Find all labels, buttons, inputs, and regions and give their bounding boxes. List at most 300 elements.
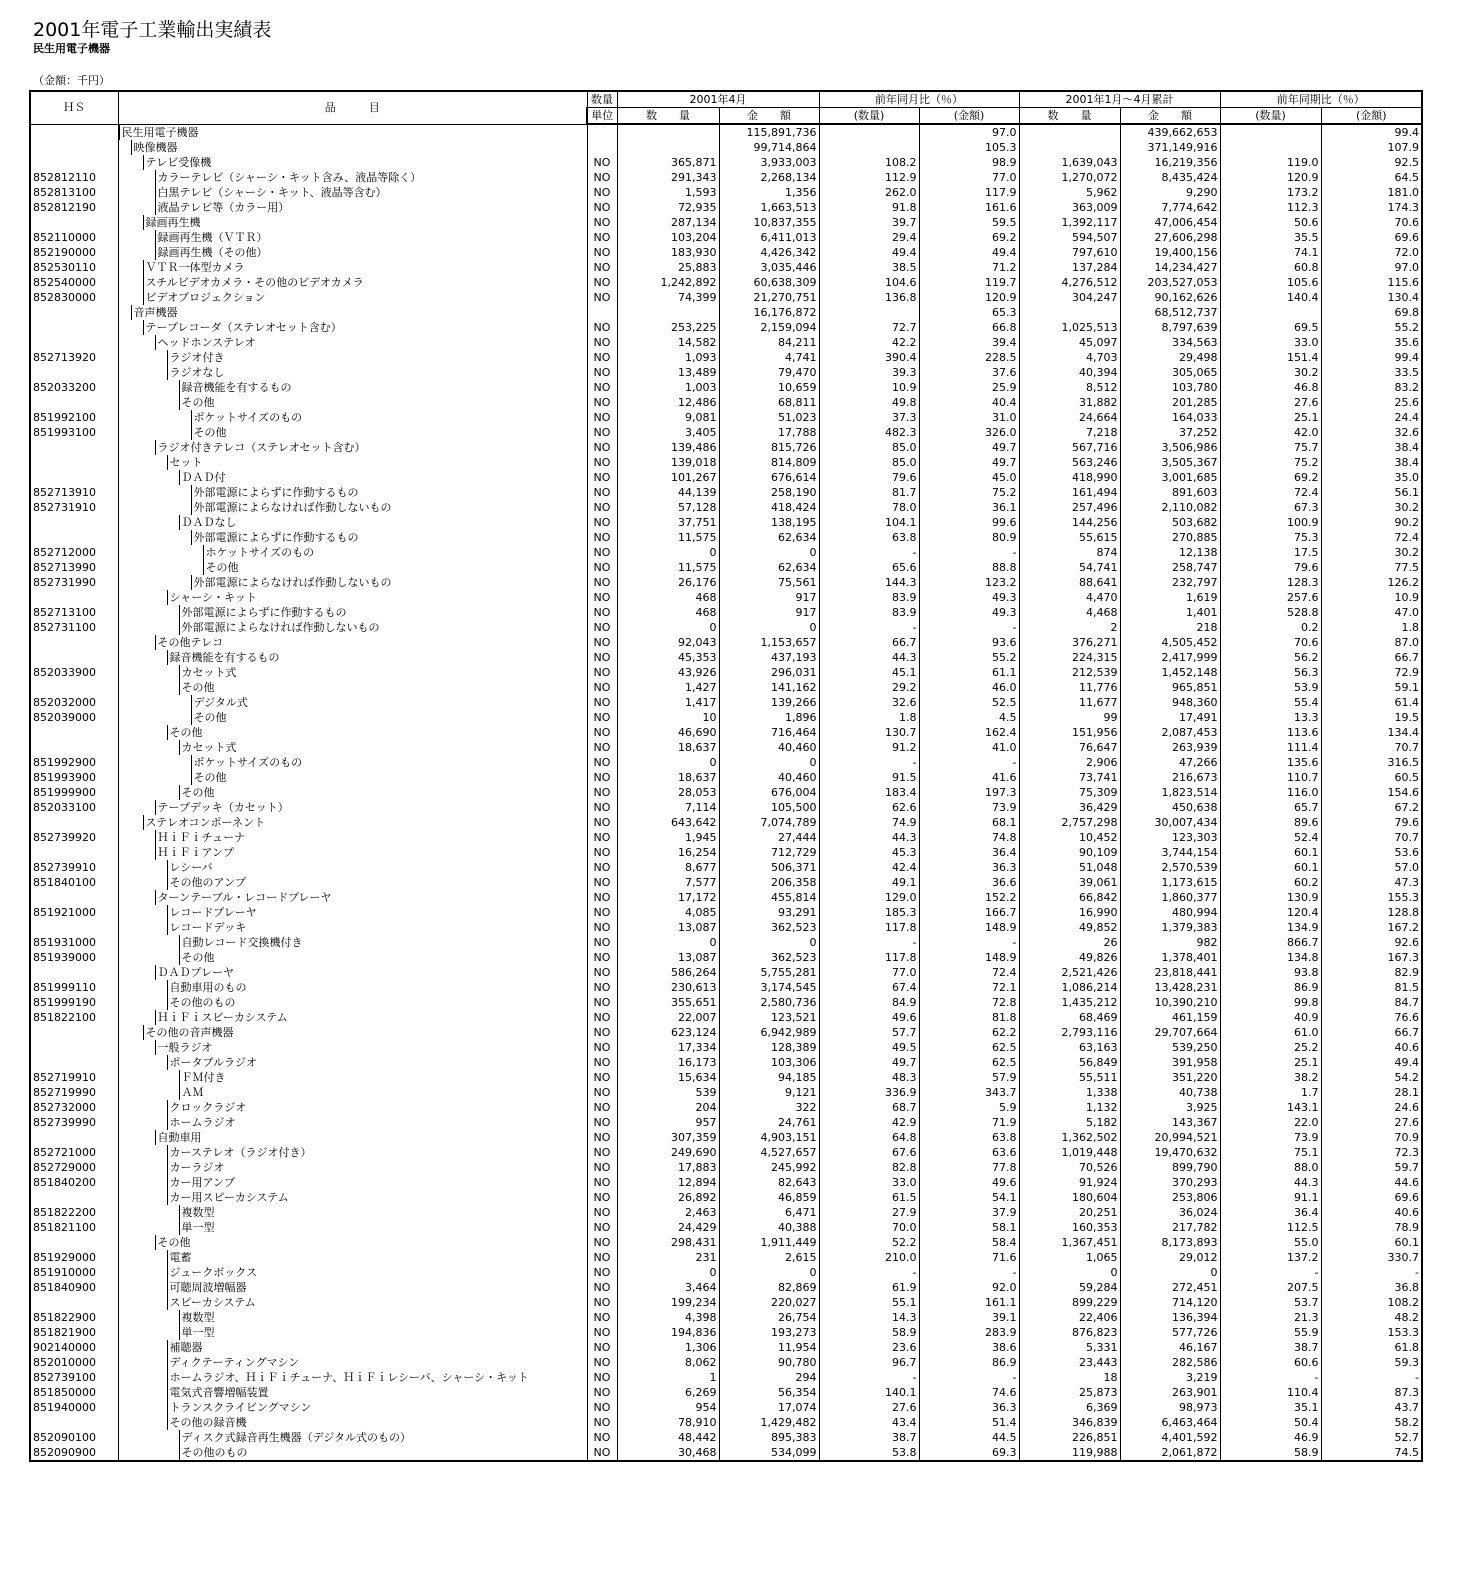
month-amt-cell: 62,634 (719, 560, 819, 575)
item-name-cell (118, 725, 587, 740)
table-row (30, 1055, 1422, 1070)
cum-amt-cell: 282,586 (1120, 1355, 1220, 1370)
header-unit-label: 単位 (587, 108, 617, 125)
cum-qty-cell: 2,793,116 (1019, 1025, 1120, 1040)
unit-cell: NO (587, 965, 617, 980)
item-name-cell (118, 1355, 587, 1370)
cum-amt-cell: 19,400,156 (1120, 245, 1220, 260)
cum-qty-cell: 23,443 (1019, 1355, 1120, 1370)
item-name-cell (118, 695, 587, 710)
item-name: 液晶テレビ等（カラー用） (155, 200, 587, 215)
yoy-cum-amt-cell: 66.7 (1321, 650, 1422, 665)
yoy-cum-qty-cell: 75.1 (1220, 1145, 1321, 1160)
cum-amt-cell: 29,707,664 (1120, 1025, 1220, 1040)
month-qty-cell: 37,751 (617, 515, 719, 530)
yoy-qty-cell: 117.8 (819, 950, 919, 965)
cum-qty-cell: 119,988 (1019, 1445, 1120, 1461)
month-qty-cell: 78,910 (617, 1415, 719, 1430)
cum-amt-cell: 1,401 (1120, 605, 1220, 620)
item-name-cell (118, 1070, 587, 1085)
unit-cell: NO (587, 320, 617, 335)
unit-cell: NO (587, 980, 617, 995)
yoy-qty-cell: 74.9 (819, 815, 919, 830)
unit-cell: NO (587, 830, 617, 845)
item-name-cell (118, 1145, 587, 1160)
yoy-cum-qty-cell: 1.7 (1220, 1085, 1321, 1100)
yoy-cum-qty-cell: 60.1 (1220, 860, 1321, 875)
hs-cell (30, 1190, 118, 1205)
item-name: その他 (179, 785, 587, 800)
unit-cell: NO (587, 1160, 617, 1175)
table-row (30, 350, 1422, 365)
item-name-cell (118, 1250, 587, 1265)
item-name-cell (118, 545, 587, 560)
hs-cell: 852712000 (30, 545, 118, 560)
yoy-amt-cell: 152.2 (919, 890, 1019, 905)
item-name: テープデッキ（カセット） (155, 800, 587, 815)
item-name: 録音機能を有するもの (179, 380, 587, 395)
yoy-amt-cell: 166.7 (919, 905, 1019, 920)
yoy-cum-qty-cell: 46.9 (1220, 1430, 1321, 1445)
unit-cell: NO (587, 785, 617, 800)
month-amt-cell: 1,356 (719, 185, 819, 200)
unit-cell: NO (587, 215, 617, 230)
yoy-cum-qty-cell: 56.2 (1220, 650, 1321, 665)
item-name: セット (167, 455, 587, 470)
table-row (30, 1145, 1422, 1160)
cum-qty-cell: 55,511 (1019, 1070, 1120, 1085)
yoy-amt-cell: 41.6 (919, 770, 1019, 785)
item-name: ホームラジオ、ＨｉＦｉチューナ、ＨｉＦｉレシーバ、シャーシ・キット (167, 1370, 587, 1385)
unit-cell: NO (587, 740, 617, 755)
month-qty-cell (617, 124, 719, 140)
month-qty-cell: 0 (617, 755, 719, 770)
yoy-cum-qty-cell: 44.3 (1220, 1175, 1321, 1190)
yoy-amt-cell: 97.0 (919, 124, 1019, 140)
cum-qty-cell: 22,406 (1019, 1310, 1120, 1325)
item-name-cell (118, 365, 587, 380)
cum-amt-cell: 480,994 (1120, 905, 1220, 920)
month-qty-cell: 1,003 (617, 380, 719, 395)
yoy-qty-cell: 82.8 (819, 1160, 919, 1175)
yoy-amt-cell: 71.2 (919, 260, 1019, 275)
yoy-amt-cell: 161.6 (919, 200, 1019, 215)
cum-qty-cell: 1,025,513 (1019, 320, 1120, 335)
yoy-cum-qty-cell: 0.2 (1220, 620, 1321, 635)
yoy-qty-cell: 72.7 (819, 320, 919, 335)
item-name-cell (118, 665, 587, 680)
yoy-qty-cell: 83.9 (819, 590, 919, 605)
cum-amt-cell: 3,219 (1120, 1370, 1220, 1385)
cum-qty-cell: 18 (1019, 1370, 1120, 1385)
unit-cell: NO (587, 1100, 617, 1115)
month-qty-cell: 92,043 (617, 635, 719, 650)
yoy-cum-qty-cell: - (1220, 1370, 1321, 1385)
cum-qty-cell: 1,367,451 (1019, 1235, 1120, 1250)
yoy-cum-amt-cell: 61.4 (1321, 695, 1422, 710)
item-name: 録音機能を有するもの (167, 650, 587, 665)
month-amt-cell: 3,174,545 (719, 980, 819, 995)
item-name-cell (118, 124, 587, 140)
yoy-qty-cell: 130.7 (819, 725, 919, 740)
hs-cell (30, 1415, 118, 1430)
hs-cell: 852721000 (30, 1145, 118, 1160)
table-row (30, 1310, 1422, 1325)
hs-cell: 851821900 (30, 1325, 118, 1340)
cum-qty-cell: 363,009 (1019, 200, 1120, 215)
yoy-cum-amt-cell: 70.7 (1321, 830, 1422, 845)
item-name-cell (118, 260, 587, 275)
yoy-cum-amt-cell: 27.6 (1321, 1115, 1422, 1130)
unit-cell: NO (587, 1385, 617, 1400)
yoy-qty-cell: 61.5 (819, 1190, 919, 1205)
unit-cell: NO (587, 845, 617, 860)
header-qty-label: 数量 (587, 91, 617, 108)
yoy-cum-amt-cell: 59.3 (1321, 1355, 1422, 1370)
hs-cell: 852033100 (30, 800, 118, 815)
cum-amt-cell: 47,266 (1120, 755, 1220, 770)
item-name-cell (118, 770, 587, 785)
cum-amt-cell: 10,390,210 (1120, 995, 1220, 1010)
yoy-qty-cell: 27.6 (819, 1400, 919, 1415)
item-name-cell (118, 1340, 587, 1355)
month-qty-cell: 74,399 (617, 290, 719, 305)
yoy-qty-cell: - (819, 1265, 919, 1280)
item-name: その他 (155, 1235, 587, 1250)
yoy-cum-amt-cell: 99.4 (1321, 350, 1422, 365)
hs-cell: 851992100 (30, 410, 118, 425)
yoy-amt-cell: 62.2 (919, 1025, 1019, 1040)
yoy-amt-cell: 38.6 (919, 1340, 1019, 1355)
header-month-qty: 数 量 (617, 108, 719, 125)
yoy-qty-cell: 48.3 (819, 1070, 919, 1085)
unit-cell: NO (587, 410, 617, 425)
yoy-qty-cell: 61.9 (819, 1280, 919, 1295)
cum-amt-cell: 8,797,639 (1120, 320, 1220, 335)
yoy-amt-cell: - (919, 1370, 1019, 1385)
table-row (30, 575, 1422, 590)
month-amt-cell: 93,291 (719, 905, 819, 920)
yoy-cum-amt-cell: 74.5 (1321, 1445, 1422, 1461)
unit-cell: NO (587, 635, 617, 650)
yoy-qty-cell: 91.8 (819, 200, 919, 215)
cum-amt-cell: 714,120 (1120, 1295, 1220, 1310)
item-name-cell (118, 1100, 587, 1115)
item-name: その他のもの (167, 995, 587, 1010)
month-amt-cell: 1,896 (719, 710, 819, 725)
table-row (30, 785, 1422, 800)
hs-cell: 852032000 (30, 695, 118, 710)
yoy-cum-qty-cell: 40.9 (1220, 1010, 1321, 1025)
month-amt-cell: 10,837,355 (719, 215, 819, 230)
yoy-cum-qty-cell: 25.2 (1220, 1040, 1321, 1055)
yoy-amt-cell: 49.7 (919, 440, 1019, 455)
yoy-cum-qty-cell: 93.8 (1220, 965, 1321, 980)
cum-amt-cell: 3,506,986 (1120, 440, 1220, 455)
month-qty-cell: 72,935 (617, 200, 719, 215)
item-name-cell (118, 995, 587, 1010)
cum-amt-cell: 948,360 (1120, 695, 1220, 710)
item-name-cell (118, 620, 587, 635)
item-name-cell (118, 395, 587, 410)
hs-cell: 851999190 (30, 995, 118, 1010)
cum-amt-cell: 965,851 (1120, 680, 1220, 695)
month-qty-cell: 17,334 (617, 1040, 719, 1055)
yoy-qty-cell: 49.4 (819, 245, 919, 260)
cum-amt-cell: 30,007,434 (1120, 815, 1220, 830)
month-amt-cell: 2,268,134 (719, 170, 819, 185)
yoy-qty-cell: 10.9 (819, 380, 919, 395)
table-row (30, 890, 1422, 905)
yoy-cum-amt-cell: 126.2 (1321, 575, 1422, 590)
yoy-cum-qty-cell: 25.1 (1220, 410, 1321, 425)
yoy-cum-amt-cell: 330.7 (1321, 1250, 1422, 1265)
month-qty-cell: 1,593 (617, 185, 719, 200)
item-name: ポータブルラジオ (167, 1055, 587, 1070)
cum-amt-cell: 218 (1120, 620, 1220, 635)
yoy-qty-cell: 96.7 (819, 1355, 919, 1370)
month-amt-cell: 68,811 (719, 395, 819, 410)
yoy-qty-cell: 67.6 (819, 1145, 919, 1160)
hs-cell: 852739990 (30, 1115, 118, 1130)
yoy-cum-qty-cell: 866.7 (1220, 935, 1321, 950)
yoy-cum-amt-cell: 76.6 (1321, 1010, 1422, 1025)
yoy-amt-cell: - (919, 935, 1019, 950)
table-row (30, 860, 1422, 875)
hs-cell: 851822900 (30, 1310, 118, 1325)
yoy-amt-cell: 54.1 (919, 1190, 1019, 1205)
month-amt-cell: 60,638,309 (719, 275, 819, 290)
item-name: シャーシ・キット (167, 590, 587, 605)
yoy-amt-cell: - (919, 620, 1019, 635)
yoy-cum-qty-cell: 67.3 (1220, 500, 1321, 515)
yoy-qty-cell: 33.0 (819, 1175, 919, 1190)
table-body (30, 124, 1422, 1461)
yoy-cum-qty-cell: 22.0 (1220, 1115, 1321, 1130)
month-amt-cell: 24,761 (719, 1115, 819, 1130)
unit-cell: NO (587, 905, 617, 920)
month-amt-cell: 712,729 (719, 845, 819, 860)
item-name: その他 (191, 425, 587, 440)
table-row (30, 230, 1422, 245)
item-name: トランスクライビングマシン (167, 1400, 587, 1415)
unit-cell: NO (587, 710, 617, 725)
hs-cell: 851840200 (30, 1175, 118, 1190)
yoy-qty-cell: 49.8 (819, 395, 919, 410)
table-row (30, 320, 1422, 335)
yoy-qty-cell: - (819, 935, 919, 950)
item-name: カー用アンプ (167, 1175, 587, 1190)
hs-cell (30, 1235, 118, 1250)
month-qty-cell: 249,690 (617, 1145, 719, 1160)
table-row (30, 1100, 1422, 1115)
month-amt-cell: 27,444 (719, 830, 819, 845)
yoy-amt-cell: 31.0 (919, 410, 1019, 425)
yoy-cum-amt-cell: 59.1 (1321, 680, 1422, 695)
cum-amt-cell: 391,958 (1120, 1055, 1220, 1070)
hs-cell: 851940000 (30, 1400, 118, 1415)
cum-amt-cell: 103,780 (1120, 380, 1220, 395)
item-name-cell (118, 425, 587, 440)
item-name-cell (118, 245, 587, 260)
header-yoy-amt: (金額) (919, 108, 1019, 125)
unit-cell: NO (587, 560, 617, 575)
yoy-amt-cell: 44.5 (919, 1430, 1019, 1445)
unit-cell: NO (587, 1205, 617, 1220)
month-amt-cell: 2,615 (719, 1250, 819, 1265)
unit-cell: NO (587, 680, 617, 695)
item-name: レシーバ (167, 860, 587, 875)
yoy-qty-cell: 62.6 (819, 800, 919, 815)
cum-qty-cell: 24,664 (1019, 410, 1120, 425)
unit-cell: NO (587, 440, 617, 455)
unit-cell: NO (587, 1130, 617, 1145)
yoy-cum-amt-cell: 92.5 (1321, 155, 1422, 170)
cum-qty-cell: 224,315 (1019, 650, 1120, 665)
unit-cell: NO (587, 650, 617, 665)
item-name-cell (118, 785, 587, 800)
yoy-cum-amt-cell: 48.2 (1321, 1310, 1422, 1325)
cum-amt-cell: 2,087,453 (1120, 725, 1220, 740)
table-row (30, 260, 1422, 275)
yoy-cum-amt-cell: 70.7 (1321, 740, 1422, 755)
hs-cell: 851993100 (30, 425, 118, 440)
yoy-qty-cell: 482.3 (819, 425, 919, 440)
month-qty-cell: 44,139 (617, 485, 719, 500)
cum-qty-cell: 874 (1019, 545, 1120, 560)
hs-cell: 852739920 (30, 830, 118, 845)
item-name-cell (118, 680, 587, 695)
cum-qty-cell: 137,284 (1019, 260, 1120, 275)
month-qty-cell: 139,018 (617, 455, 719, 470)
month-qty-cell: 194,836 (617, 1325, 719, 1340)
yoy-cum-qty-cell: 110.7 (1220, 770, 1321, 785)
unit-cell: NO (587, 875, 617, 890)
month-qty-cell: 18,637 (617, 770, 719, 785)
hs-cell: 852090900 (30, 1445, 118, 1461)
cum-qty-cell: 20,251 (1019, 1205, 1120, 1220)
table-row (30, 1235, 1422, 1250)
yoy-cum-amt-cell: 79.6 (1321, 815, 1422, 830)
cum-qty-cell: 68,469 (1019, 1010, 1120, 1025)
month-qty-cell: 0 (617, 935, 719, 950)
item-name-cell (118, 1415, 587, 1430)
cum-amt-cell: 13,428,231 (1120, 980, 1220, 995)
yoy-cum-amt-cell: 70.9 (1321, 1130, 1422, 1145)
table-row (30, 1355, 1422, 1370)
unit-cell: NO (587, 1430, 617, 1445)
item-name-cell (118, 1205, 587, 1220)
cum-qty-cell: 51,048 (1019, 860, 1120, 875)
month-amt-cell: 4,741 (719, 350, 819, 365)
yoy-amt-cell: 326.0 (919, 425, 1019, 440)
hs-cell (30, 890, 118, 905)
yoy-amt-cell: 283.9 (919, 1325, 1019, 1340)
hs-cell (30, 740, 118, 755)
yoy-cum-amt-cell: 92.6 (1321, 935, 1422, 950)
cum-amt-cell: 4,401,592 (1120, 1430, 1220, 1445)
cum-qty-cell: 73,741 (1019, 770, 1120, 785)
unit-cell: NO (587, 815, 617, 830)
cum-qty-cell: 11,776 (1019, 680, 1120, 695)
unit-cell: NO (587, 1175, 617, 1190)
yoy-amt-cell: 148.9 (919, 920, 1019, 935)
cum-amt-cell: 29,498 (1120, 350, 1220, 365)
hs-cell: 852530110 (30, 260, 118, 275)
yoy-amt-cell: 63.8 (919, 1130, 1019, 1145)
item-name: ホームラジオ (167, 1115, 587, 1130)
cum-amt-cell: 8,435,424 (1120, 170, 1220, 185)
yoy-amt-cell: 343.7 (919, 1085, 1019, 1100)
item-name-cell (118, 380, 587, 395)
hs-cell (30, 725, 118, 740)
item-name: 複数型 (179, 1310, 587, 1325)
item-name-cell (118, 1235, 587, 1250)
yoy-cum-amt-cell: 81.5 (1321, 980, 1422, 995)
table-row (30, 560, 1422, 575)
cum-amt-cell: 1,452,148 (1120, 665, 1220, 680)
item-name-cell (118, 980, 587, 995)
yoy-cum-amt-cell: 24.4 (1321, 410, 1422, 425)
month-qty-cell: 0 (617, 545, 719, 560)
table-row (30, 410, 1422, 425)
cum-amt-cell: 0 (1120, 1265, 1220, 1280)
yoy-amt-cell: 161.1 (919, 1295, 1019, 1310)
cum-qty-cell: 45,097 (1019, 335, 1120, 350)
month-amt-cell: 0 (719, 935, 819, 950)
item-name: ＨｉＦｉスピーカシステム (155, 1010, 587, 1025)
yoy-cum-amt-cell: 61.8 (1321, 1340, 1422, 1355)
table-row (30, 695, 1422, 710)
unit-cell (587, 305, 617, 320)
cum-amt-cell: 12,138 (1120, 545, 1220, 560)
unit-note: （金額：千円） (33, 74, 110, 87)
hs-cell: 851992900 (30, 755, 118, 770)
item-name: ポケットサイズのもの (191, 410, 587, 425)
cum-qty-cell: 899,229 (1019, 1295, 1120, 1310)
hs-cell: 851999900 (30, 785, 118, 800)
yoy-cum-qty-cell: 151.4 (1220, 350, 1321, 365)
unit-cell: NO (587, 365, 617, 380)
unit-cell (587, 140, 617, 155)
month-qty-cell: 199,234 (617, 1295, 719, 1310)
item-name-cell (118, 1160, 587, 1175)
yoy-amt-cell: 40.4 (919, 395, 1019, 410)
yoy-qty-cell: - (819, 755, 919, 770)
item-name-cell (118, 905, 587, 920)
yoy-cum-amt-cell: 66.7 (1321, 1025, 1422, 1040)
month-amt-cell: 79,470 (719, 365, 819, 380)
yoy-amt-cell: 59.5 (919, 215, 1019, 230)
item-name: ラジオ付き (167, 350, 587, 365)
hs-cell: 852033200 (30, 380, 118, 395)
cum-qty-cell: 1,270,072 (1019, 170, 1120, 185)
cum-qty-cell: 376,271 (1019, 635, 1120, 650)
yoy-cum-amt-cell: 38.4 (1321, 455, 1422, 470)
item-name: テープレコーダ（ステレオセット含む） (143, 320, 587, 335)
item-name: ヘッドホンステレオ (155, 335, 587, 350)
cum-qty-cell: 5,962 (1019, 185, 1120, 200)
month-amt-cell: 11,954 (719, 1340, 819, 1355)
month-qty-cell: 17,883 (617, 1160, 719, 1175)
item-name-cell (118, 1175, 587, 1190)
month-qty-cell: 13,087 (617, 950, 719, 965)
unit-cell: NO (587, 1400, 617, 1415)
yoy-cum-qty-cell: 69.5 (1220, 320, 1321, 335)
table-row (30, 1265, 1422, 1280)
hs-cell: 852090100 (30, 1430, 118, 1445)
hs-cell (30, 470, 118, 485)
